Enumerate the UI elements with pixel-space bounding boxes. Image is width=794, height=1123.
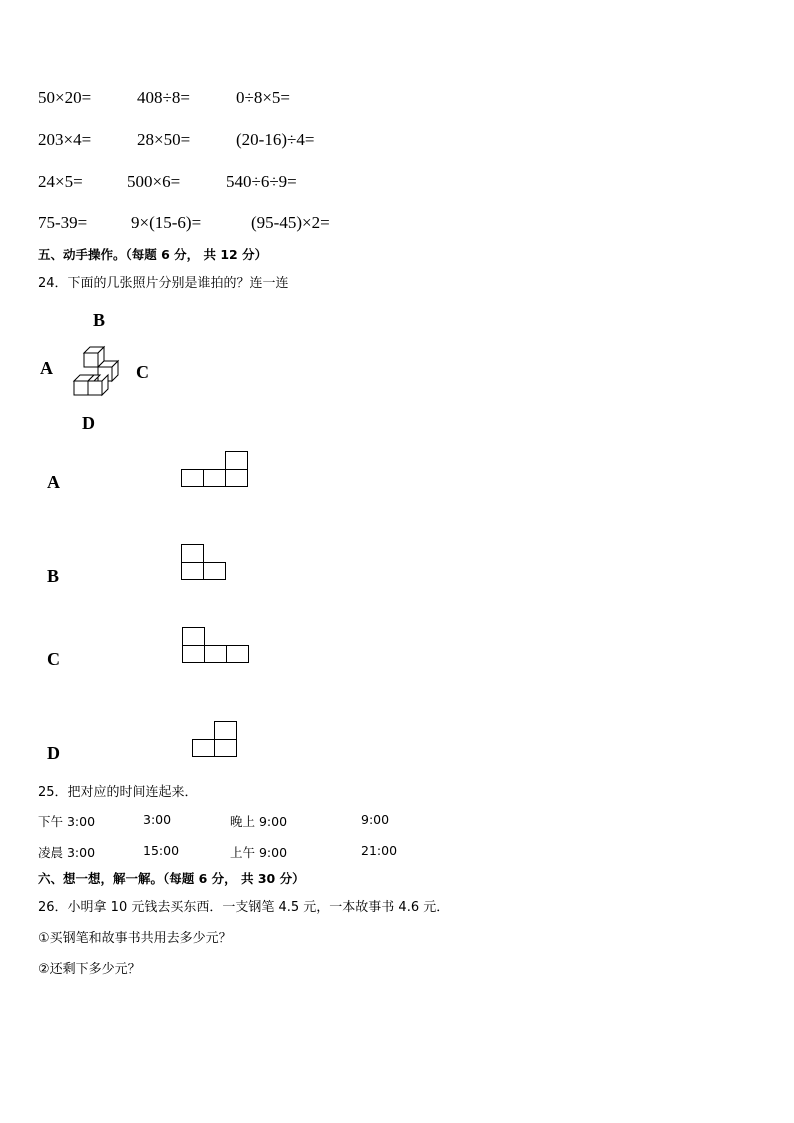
view-label-b: B [47, 566, 60, 586]
time-item: 凌晨 3:00 [38, 845, 96, 860]
time-item: 上午 9:00 [230, 845, 288, 860]
time-item: 下午 3:00 [38, 814, 96, 829]
calc-item: 500×6= [127, 172, 181, 191]
position-label-bottom: D [82, 413, 95, 433]
time-item: 晚上 9:00 [230, 814, 288, 829]
position-label-left: A [40, 358, 53, 378]
calc-item: 0÷8×5= [236, 88, 291, 107]
section-header: 五、动手操作。（每题 6 分， 共 12 分） [38, 247, 268, 262]
cube-stack-figure [70, 345, 120, 397]
calc-item: (20-16)÷4= [236, 130, 315, 149]
view-d-squares [192, 721, 238, 758]
time-item: 15:00 [143, 843, 180, 858]
view-b-squares [181, 544, 227, 581]
question-26-sub1: ①买钢笔和故事书共用去多少元？ [38, 931, 232, 946]
calc-item: 540÷6÷9= [226, 172, 297, 191]
calc-item: 408÷8= [137, 88, 190, 107]
view-c-squares [182, 627, 250, 664]
calc-item: (95-45)×2= [251, 213, 330, 232]
position-label-top: B [93, 310, 106, 330]
calc-item: 28×50= [137, 130, 191, 149]
view-label-c: C [47, 649, 60, 669]
time-item: 21:00 [361, 843, 398, 858]
question-26-text: 26．小明拿 10 元钱去买东西．一支钢笔 4.5 元，一本故事书 4.6 元． [38, 900, 450, 915]
question-26-sub2: ②还剩下多少元？ [38, 962, 141, 977]
calc-item: 50×20= [38, 88, 92, 107]
section-header: 六、想一想，解一解。（每题 6 分， 共 30 分） [38, 871, 305, 886]
calc-item: 75-39= [38, 213, 88, 232]
calc-item: 9×(15-6)= [131, 213, 202, 232]
calc-item: 24×5= [38, 172, 83, 191]
calc-item: 203×4= [38, 130, 92, 149]
position-label-right: C [136, 362, 149, 382]
question-24-text: 24．下面的几张照片分别是谁拍的？连一连 [38, 276, 289, 291]
question-25-text: 25．把对应的时间连起来． [38, 785, 198, 800]
time-item: 9:00 [361, 812, 390, 827]
time-item: 3:00 [143, 812, 172, 827]
view-label-a: A [47, 472, 60, 492]
view-a-squares [181, 451, 249, 488]
view-label-d: D [47, 743, 60, 763]
